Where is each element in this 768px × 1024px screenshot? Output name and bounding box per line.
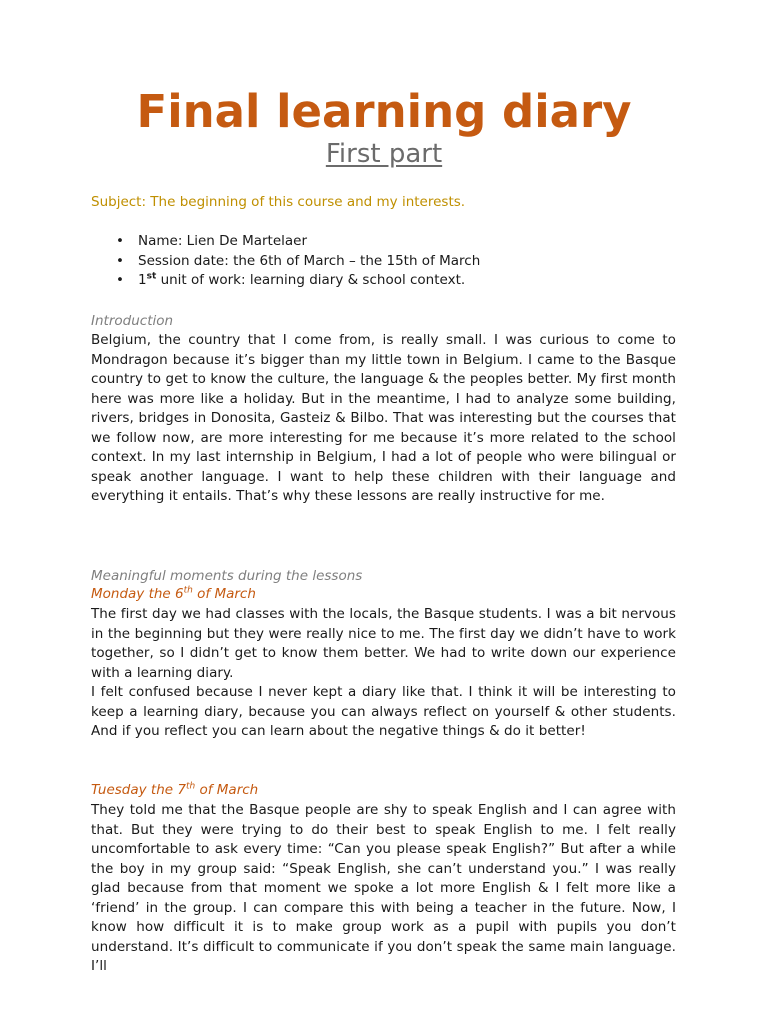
info-item-unit-of-work: • 1st unit of work: learning diary & school context. <box>138 271 480 291</box>
introduction-heading: Introduction <box>91 313 174 329</box>
info-item-name: • Name: Lien De Martelaer <box>138 232 480 252</box>
info-item-session-date: • Session date: the 6th of March – the 15th of March <box>138 252 480 272</box>
tuesday-paragraph-1: They told me that the Basque people are shy to speak English and I can agree with that. But they were trying to do their best to speak English to me. I felt really uncomfortable to ask every time: “Can you please speak English?” But after a while the boy in my group said: “Speak English, she can’t understand you.” I was really glad because from that moment we spoke a lot more English & I felt more like a ‘friend’ in the group. I can compare this with being a teacher in the future. Now, I know how difficult it is to make group work as a pupil with pupils you don’t understand. It’s difficult to communicate if you don’t speak the same main language. I’ll <box>91 802 676 974</box>
day-heading-tuesday: Tuesday the 7th of March <box>91 781 259 798</box>
monday-paragraph-1: The first day we had classes with the locals, the Basque students. I was a bit nervous in the beginning but they were really nice to me. The first day we didn’t have to work together, so I didn’t get to know them better. We had to write down our experience with a learning diary. <box>91 606 676 681</box>
document-subtitle: First part <box>325 139 443 169</box>
info-list <box>91 232 480 291</box>
moments-heading: Meaningful moments during the lessons <box>91 568 363 584</box>
monday-paragraph-2: I felt confused because I never kept a diary like that. I think it will be interesting to keep a learning diary, because you can always reflect on yourself & other students. And if you reflect you can learn about the negative things & do it better! <box>91 684 676 739</box>
introduction-paragraph: Belgium, the country that I come from, is really small. I was curious to come to Mondragon because it’s bigger than my little town in Belgium. I came to the Basque country to get to know the culture, the language & the peoples better. My first month here was more like a holiday. But in the meantime, I had to analyze some building, rivers, bridges in Donosita, Gasteiz & Bilbo. That was interesting but the courses that we follow now, are more interesting for me because it’s more related to the school context. In my last internship in Belgium, I had a lot of people who were bilingual or speak another language. I want to help these children with their language and everything it entails. That’s why these lessons are really instructive for me. <box>91 332 676 504</box>
subject-line: Subject: The beginning of this course and my interests. <box>91 194 466 210</box>
ordinal-suffix: st <box>146 271 157 282</box>
day-heading-monday: Monday the 6th of March <box>91 585 256 602</box>
document-title: Final learning diary <box>136 85 632 138</box>
